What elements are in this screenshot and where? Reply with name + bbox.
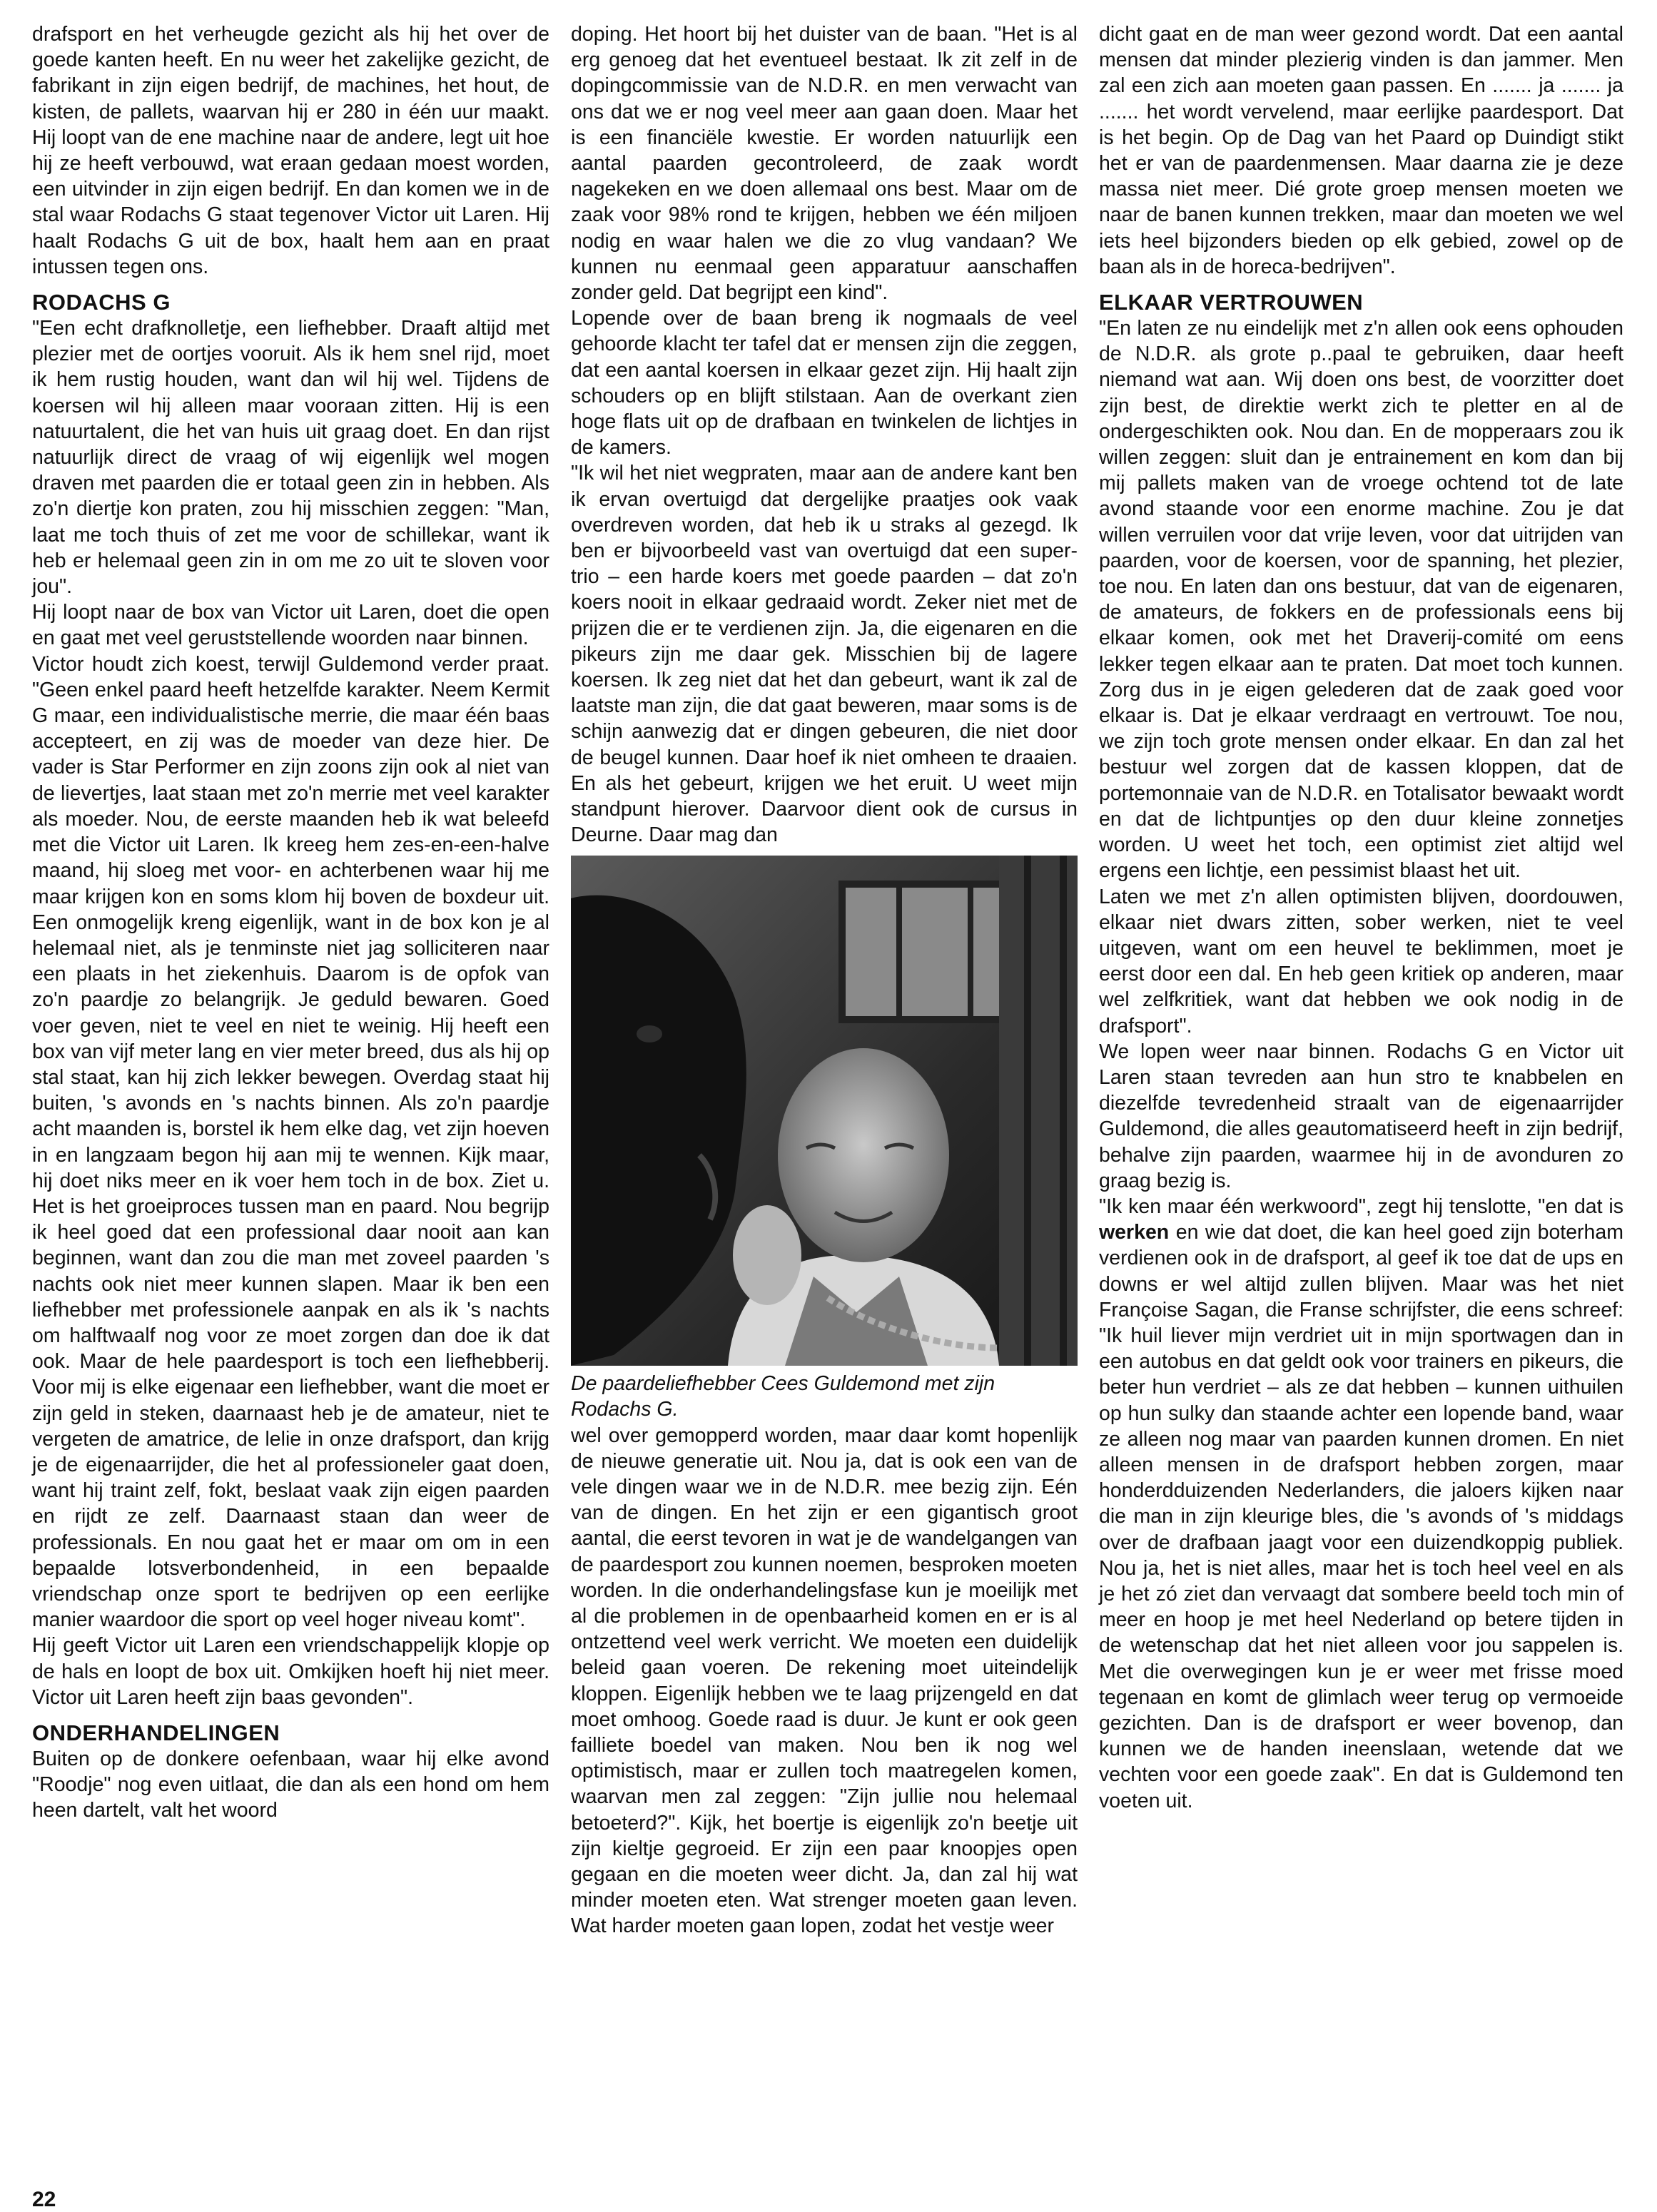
paragraph: "Ik wil het niet wegpraten, maar aan de andere kant ben ik ervan overtuigd dat dergelijke praatjes ook vaak overdreven worden, dat heb ik u straks al gezegd. Ik ben er bijvoorbeeld vast van overtuigd dat een super-trio – een harde koers met goede paarden – dat zo'n koers nooit in elkaar gedraaid wordt. Zeker niet met de prijzen die er te verdienen zijn. Ja, die eigenaren en die pikeurs zijn me daar gek. Misschien bij de lagere koersen. Ik zeg niet dat het dan gebeurt, want ik zal de laatste man zijn, die dat gaat beweren, maar soms is de schijn aanwezig dat er dingen gebeuren, die niet door de beugel kunnen. Daar hoef ik niet omheen te draaien. En als het gebeurt, krijgen we het eruit. U weet mijn standpunt hierover. Daarvoor dient ook de cursus in Deurne. Daar mag dan (571, 462, 1078, 847)
emphasis-word: werken (1099, 1221, 1170, 1244)
section-heading-onderhandelingen: ONDERHANDELINGEN (32, 1720, 280, 1745)
section-heading-elkaar-vertrouwen: ELKAAR VERTROUWEN (1099, 290, 1364, 315)
paragraph-text: "Ik ken maar één werkwoord", zegt hij tenslotte, "en dat is (1099, 1194, 1623, 1218)
paragraph-text: en wie dat doet, die kan heel goed zijn boterham verdienen ook in de drafsport, al geef ik toe dat de ups en downs er wel altijd zullen blijven. Maar was het niet Françoise Sagan, die Franse schrijfster, die eens schreef: "Ik huil liever mijn verdriet uit in mijn sportwagen dan in een autobus en dat geldt ook voor trainers en pikeurs, die beter hun verdriet – als ze dat hebben – kunnen uithuilen op hun sulky dan staande achter een lopende band, waar ze alleen nog maar van paarden kunnen dromen. En niet alleen mensen in de drafsport hebben zorgen, maar honderdduizenden Nederlanders, die jaloers kijken naar die man in zijn kleurige bles, die 's avonds of 's middags over de drafbaan jaagt voor een duizendkoppig publiek. Nou ja, het is niet alles, maar het is toch heel veel en als je het zó ziet dan vervaagt dat sombere beeld toch min of meer en hoop je met heel Nederland op betere tijden in de wetenschap dat het niet alleen voor jou sappelen is. Met die overwegingen kun je er weer met frisse moed tegenaan en komt de glimlach weer terug op vermoeide gezichten. Dan is de drafsport er weer bovenop, dan kunnen we de handen ineenslaan, wetende dat we vechten voor een goede zaak". En dat is Guldemond ten voeten uit. (1099, 1221, 1623, 1812)
article-column-right (1099, 21, 1623, 1814)
paragraph: wel over gemopperd worden, maar daar komt hopenlijk de nieuwe generatie uit. Nou ja, dat is ook een van de vele dingen waar we in de N.D.R. mee bezig zijn. Eén van de dingen. En het zijn er een gigantisch groot aantal, die eerst tevoren in wat je de wandelgangen van de paardesport zou kunnen noemen, besproken moeten worden. In die onderhandelingsfase kun je moeilijk met al die problemen in de openbaarheid komen en er is al ontzettend veel werk verricht. We moeten een duidelijk beleid gaan voeren. De rekening moet uiteindelijk kloppen. Eigenlijk hebben we te laag prijzengeld en dat moet omhoog. Goede raad is duur. Je kunt er ook geen failliete boedel van maken. Nou ben ik nog wel optimistisch, maar er zullen toch maatregelen komen, waarvan men zal zeggen: "Zijn jullie nou helemaal betoeterd?". Kijk, het boertje is eigenlijk zo'n beetje uit zijn kieltje gegroeid. Er zijn een paar knoopjes open gegaan en die moeten weer dicht. Ja, dan zal hij wat minder moeten eten. Wat strenger moeten gaan leven. Wat harder moeten gaan lopen, zodat het vestje weer (571, 1424, 1078, 1938)
paragraph: dicht gaat en de man weer gezond wordt. Dat een aantal mensen dat minder plezierig vinden is dan jammer. Men zal een zich aan moeten gaan passen. En ....... ja ....... ja ....... het wordt vervelend, maar eerlijke paardesport. Dat is het begin. Op de Dag van het Paard op Duindigt stikt het er van de paardenmensen. Maar daarna zie je deze massa niet meer. Dié grote groep mensen moeten we naar de banen kunnen trekken, maar dan moeten we wel iets heel bijzonders bieden op elk gebied, zowel op de baan als in de horeca-bedrijven". (1099, 23, 1623, 278)
photo-man-with-horse (571, 856, 1078, 1366)
paragraph: Victor houdt zich koest, terwijl Guldemond verder praat. "Geen enkel paard heeft hetzelfde karakter. Neem Kermit G maar, een individualistische merrie, die maar één baas accepteert, en zij was de moeder van deze hier. De vader is Star Performer en zijn zoons zijn ook al niet van de lievertjes, laat staan met zo'n merrie met veel karakter als moeder. Nou, de eerste maanden heb ik wat beleefd met die Victor uit Laren. Ik kreeg hem zes-en-een-halve maand, hij sloeg met voor- en achterbenen waar hij me maar krijgen kon en soms klom hij boven de boxdeur uit. Een onmogelijk kreng eigenlijk, want in de box kon je al helemaal niet, als je tenminste niet jag solliciteren naar een plaats in het ziekenhuis. Daarom is de opfok van zo'n paardje zo belangrijk. Je geduld bewaren. Goed voer geven, niet te veel en niet te weinig. Hij heeft een box van vijf meter lang en vier meter breed, dus als hij op stal staat, kan hij zich lekker bewegen. Overdag staat hij buiten, 's avonds en 's nachts binnen. Als zo'n paardje acht maanden is, borstel ik hem elke dag, vet zijn hoeven in en langzaam begon hij aan mij te wennen. Kijk maar, hij doet niks meer en ik voer hem toch in de box. Ziet u. Het is het groeiproces tussen man en paard. Nou begrijp ik heel goed dat een professional daar nooit aan kan beginnen, want dan zou die man met zoveel paarden 's nachts ook niet meer kunnen slapen. Maar ik ben een liefhebber met professionele aanpak en als ik 's nachts om halftwaalf nog voor ze moet zorgen dan doe ik dat ook. Maar de hele paardesport is toch een liefhebberij. Voor mij is elke eigenaar een liefhebber, want die moet er zijn geld in steken, daarnaast heb je de amateur, niet te vergeten de amatrice, de lelie in onze drafsport, dan krijg je de eigenaarrijder, die het al professioneler gaat doen, want hij traint zelf, fokt, beslaat vaak zijn eigen paarden en rijdt ze zelf. Daarnaast staan dan weer de professionals. En nou gaat het er maar om om in een bepaalde lotsverbondenheid, in een bepaalde vriendschap onze sport te bedrijven op een eerlijke manier waardoor die sport op veel hoger niveau komt". (32, 652, 549, 1632)
article-column-left (32, 21, 549, 1824)
photo-caption: De paardeliefhebber Cees Guldemond met zijn Rodachs G. (571, 1371, 995, 1421)
paragraph: "En laten ze nu eindelijk met z'n allen ook eens ophouden de N.D.R. als grote p..paal te gebruiken, daar heeft niemand wat aan. Wij doen ons best, de voorzitter doet zijn best, de direktie werkt zich te pletter en al de ondergeschikten ook. Nou dan. En de mopperaars zou ik willen zeggen: sluit dan je entrainement en kom dan bij mij pallets maken van de vroege ochtend tot de late avond staande voor een enorme machine. Zou je dat willen verruilen voor dat vrije leven, voor dat uitrijden van paarden, voor de koersen, voor de spanning, het plezier, toe nou. En laten dan ons bestuur, dat van de eigenaren, de amateurs, de fokkers en de professionals eens bij elkaar komen, ook met het Draverij-comité om eens lekker tegen elkaar aan te praten. Dat moet toch kunnen. Zorg dus in je eigen gelederen dat de zaak goed voor elkaar is. Dat je elkaar verdraagt en vertrouwt. Toe nou, we zijn toch grote mensen onder elkaar. En dan zal het bestuur wel zorgen dat de kassen kloppen, dat de portemonnaie van de N.D.R. en Totalisator bewaakt wordt en dat de lichtpuntjes op den duur kleine zonnetjes worden. U weet het toch, een optimist ziet altijd wel ergens een lichtje, een pessimist blaast het uit. (1099, 317, 1623, 883)
photo-block (571, 856, 1078, 1423)
article-column-middle (571, 21, 1078, 1939)
paragraph: drafsport en het verheugde gezicht als hij het over de goede kanten heeft. En nu weer het zakelijke gezicht, de fabrikant in zijn eigen bedrijf, de machines, het hout, de kisten, de pallets, waarvan hij er 280 in één uur maakt. Hij loopt van de ene machine naar de andere, legt uit hoe hij ze heeft verbouwd, wat eraan gedaan moest worden, een uitvinder in zijn eigen bedrijf. En dan komen we in de stal waar Rodachs G staat tegenover Victor uit Laren. Hij haalt Rodachs G uit de box, haalt hem aan en praat intussen tegen ons. (32, 23, 549, 278)
paragraph (1099, 1194, 1623, 1814)
paragraph: "Een echt drafknolletje, een liefhebber. Draaft altijd met plezier met de oortjes vooruit. Als ik hem snel rijd, moet ik hem rustig houden, want dan wil hij wel. Tijdens de koersen wil hij alleen maar vooraan zitten. Hij is een natuurtalent, die het van huis uit graag doet. En dan rijst natuurlijk direct de vraag of wij eigenlijk wel mogen draven met paarden die er totaal geen zin in hebben. Als zo'n diertje kon praten, zou hij misschien zeggen: "Man, laat me toch thuis of zet me voor de schillekar, want ik heb er helemaal geen zin in om me zo uit te sloven voor jou". (32, 317, 549, 599)
page-number: 22 (32, 2188, 56, 2211)
paragraph: We lopen weer naar binnen. Rodachs G en Victor uit Laren staan tevreden aan hun stro te knabbelen en diezelfde tevredenheid straalt van de eigenaarrijder Guldemond, die alles geautomatiseerd heeft in zijn bedrijf, behalve zijn paarden, waarmee hij in de avonduren zo graag bezig is. (1099, 1040, 1623, 1192)
paragraph: Buiten op de donkere oefenbaan, waar hij elke avond "Roodje" nog even uitlaat, die dan als een hond om hem heen dartelt, valt het woord (32, 1747, 549, 1822)
section-heading-rodachs: RODACHS G (32, 290, 171, 315)
photo-illustration (571, 856, 1078, 1366)
paragraph: Lopende over de baan breng ik nogmaals de veel gehoorde klacht ter tafel dat er mensen zijn die zeggen, dat een aantal koersen in elkaar gezet zijn. Hij haalt zijn schouders op en blijft stilstaan. Aan de overkant zien hoge flats uit op de drafbaan en twinkelen de lichtjes in de kamers. (571, 307, 1078, 460)
paragraph: doping. Het hoort bij het duister van de baan. "Het is al erg genoeg dat het eventueel bestaat. Ik zit zelf in de dopingcommissie van de N.D.R. en men verwacht van ons dat we er nog veel meer aan gaan doen. Maar het is een financiële kwestie. Er worden natuurlijk een aantal paarden gecontroleerd, de zaak wordt nagekeken en we doen allemaal ons best. Maar om de zaak voor 98% rond te krijgen, hebben we één miljoen nodig en waar halen we die zo vlug vandaan? We kunnen nu eenmaal geen apparatuur aanschaffen zonder geld. Dat begrijpt een kind". (571, 23, 1078, 305)
paragraph: Hij loopt naar de box van Victor uit Laren, doet die open en gaat met veel geruststellende woorden naar binnen. (32, 601, 549, 650)
paragraph: Hij geeft Victor uit Laren een vriendschappelijk klopje op de hals en loopt de box uit. Omkijken hoeft hij niet meer. Victor uit Laren heeft zijn baas gevonden". (32, 1634, 549, 1709)
paragraph: Laten we met z'n allen optimisten blijven, doordouwen, elkaar niet dwars zitten, sober werken, niet te veel uitgeven, want om een heuvel te beklimmen, moet je eerst door een dal. En heb geen kritiek op anderen, maar wel zelfkritiek, want dat hebben we ook nodig in de drafsport". (1099, 885, 1623, 1037)
